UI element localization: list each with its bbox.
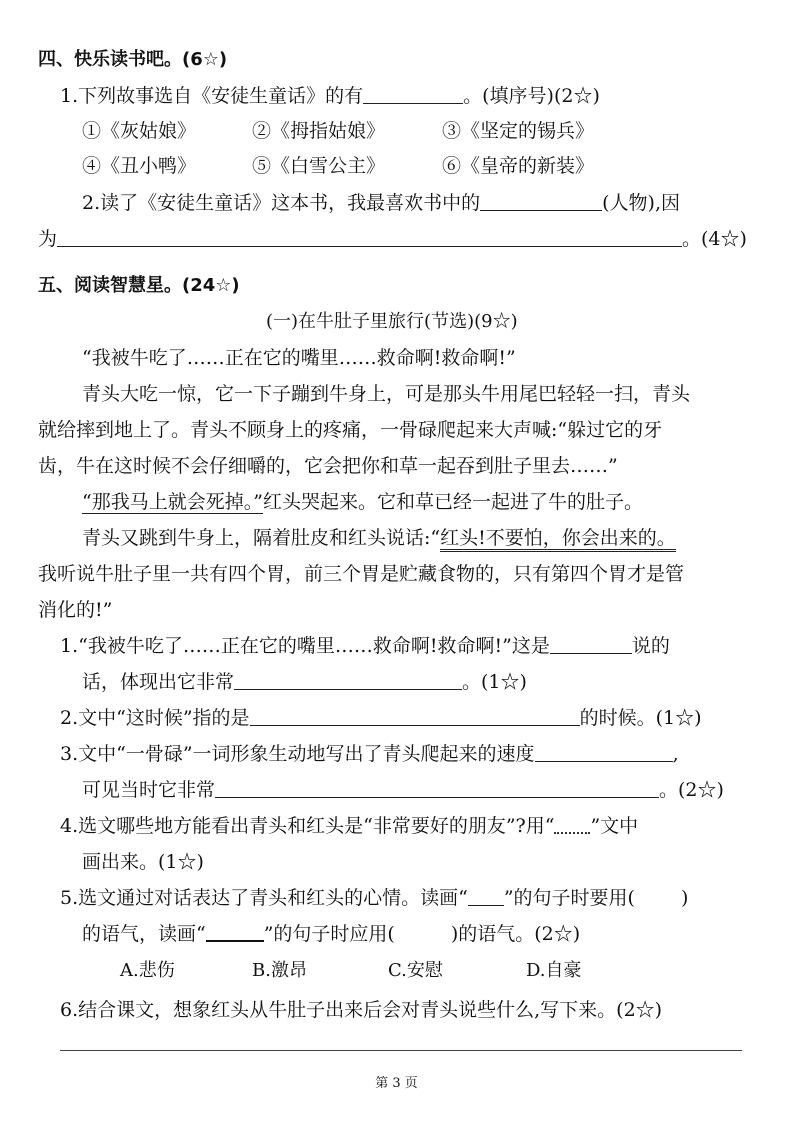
underlined-sentence: “那我马上就会死掉。” bbox=[82, 491, 263, 513]
wavy-line-mark bbox=[554, 812, 590, 834]
passage-p2-line1: 青头大吃一惊，它一下子蹦到牛身上，可是那头牛用尾巴轻轻一扫，青头 bbox=[82, 383, 691, 405]
q-text: 5.选文通过对话表达了青头和红头的心情。读画“ bbox=[60, 887, 468, 909]
passage-text: 红头哭起来。它和草已经一起进了牛的肚子。 bbox=[262, 491, 643, 513]
s4-question-2-cont bbox=[38, 225, 747, 253]
s5-question-6: 6.结合课文，想象红头从牛肚子出来后会对青头说些什么,写下来。(2☆) bbox=[60, 999, 663, 1021]
s5-question-1-cont bbox=[82, 668, 527, 696]
choice-a: A.悲伤 bbox=[120, 960, 175, 981]
s5-question-5-cont bbox=[82, 920, 580, 948]
option-1: ①《灰姑娘》 bbox=[82, 120, 197, 142]
answer-blank[interactable] bbox=[215, 777, 659, 798]
footer-divider bbox=[60, 1050, 742, 1051]
passage-text: 青头又跳到牛身上，隔着肚皮和红头说话:“ bbox=[82, 527, 441, 549]
q-mid: (人物),因 bbox=[602, 192, 681, 214]
option-6: ⑥《皇帝的新装》 bbox=[442, 155, 595, 177]
double-underlined-sentence: 红头!不要怕，你会出来的。 bbox=[440, 527, 676, 552]
s5-question-2 bbox=[60, 704, 701, 732]
answer-blank[interactable] bbox=[363, 83, 463, 104]
passage-p4-line2: 我听说牛肚子里一共有四个胃，前三个胃是贮藏食物的，只有第四个胃才是管 bbox=[38, 563, 685, 585]
answer-paren[interactable] bbox=[635, 886, 681, 906]
q-tail: 。(填序号)(2☆) bbox=[463, 85, 600, 107]
option-2: ②《拇指姑娘》 bbox=[252, 120, 386, 142]
s5-question-3 bbox=[60, 740, 679, 768]
s5-question-4 bbox=[60, 812, 638, 840]
passage-p4-line1 bbox=[82, 524, 676, 552]
s4-question-1 bbox=[60, 82, 600, 110]
answer-blank[interactable] bbox=[57, 226, 682, 247]
s5-question-1 bbox=[60, 632, 670, 660]
answer-blank[interactable] bbox=[250, 705, 580, 726]
q-mid: ”的句子时应用( bbox=[263, 923, 395, 945]
passage-p3 bbox=[82, 488, 643, 516]
passage-p4-line3: 消化的!” bbox=[38, 599, 113, 621]
option-4: ④《丑小鸭》 bbox=[82, 155, 197, 177]
answer-blank[interactable] bbox=[535, 741, 673, 762]
q-tail: 说的 bbox=[631, 635, 670, 657]
q-tail: 。(1☆) bbox=[462, 671, 527, 693]
page-number: 第 3 页 bbox=[375, 1076, 418, 1091]
option-5: ⑤《白雪公主》 bbox=[252, 155, 386, 177]
q-tail: 。(4☆) bbox=[682, 228, 747, 250]
option-3: ③《坚定的锡兵》 bbox=[442, 120, 595, 142]
thick-line-mark bbox=[206, 920, 264, 942]
q-text: 1.下列故事选自《安徒生童话》的有 bbox=[60, 85, 364, 107]
section-5-title: 五、阅读智慧星。(24☆) bbox=[38, 275, 240, 296]
choice-c: C.安慰 bbox=[388, 960, 443, 981]
q-end: ) bbox=[680, 887, 689, 909]
q-mid: ”的句子时要用( bbox=[503, 887, 635, 909]
q-text: 3.文中“一骨碌”一词形象生动地写出了青头爬起来的速度 bbox=[60, 743, 535, 765]
answer-paren[interactable] bbox=[395, 922, 451, 942]
q-tail: ”文中 bbox=[590, 815, 639, 837]
straight-line-mark bbox=[468, 885, 504, 906]
q-end: )的语气。(2☆) bbox=[450, 923, 581, 945]
passage-p1: “我被牛吃了……正在它的嘴里……救命啊!救命啊!” bbox=[82, 347, 516, 369]
answer-blank[interactable] bbox=[480, 190, 602, 211]
q-wei: 为 bbox=[38, 228, 58, 250]
s5-question-3-cont bbox=[82, 776, 724, 804]
q-text: 的语气，读画“ bbox=[82, 923, 206, 945]
q-text: 4.选文哪些地方能看出青头和红头是“非常要好的朋友”?用“ bbox=[60, 815, 555, 837]
answer-blank[interactable] bbox=[234, 669, 462, 690]
q-text: 话，体现出它非常 bbox=[82, 671, 235, 693]
passage-p2-line3: 齿，牛在这时候不会仔细嚼的，它会把你和草一起吞到肚子里去……” bbox=[38, 455, 618, 477]
q-text: 可见当时它非常 bbox=[82, 779, 216, 801]
answer-blank[interactable] bbox=[550, 633, 632, 654]
passage-p2-line2: 就给摔到地上了。青头不顾身上的疼痛，一骨碌爬起来大声喊:“躲过它的牙 bbox=[38, 419, 663, 441]
q-tail: 。(2☆) bbox=[659, 779, 724, 801]
choice-b: B.激昂 bbox=[252, 960, 307, 981]
s5-question-4-cont: 画出来。(1☆) bbox=[82, 851, 204, 873]
passage-title: (一)在牛肚子里旅行(节选)(9☆) bbox=[266, 311, 518, 332]
q-text: 1.“我被牛吃了……正在它的嘴里……救命啊!救命啊!”这是 bbox=[60, 635, 550, 657]
s4-question-2 bbox=[82, 189, 680, 217]
s5-question-5 bbox=[60, 884, 688, 912]
q-tail: 的时候。(1☆) bbox=[579, 707, 702, 729]
q-tail: , bbox=[672, 743, 679, 765]
choice-d: D.自豪 bbox=[526, 960, 582, 981]
q-text: 2.文中“这时候”指的是 bbox=[60, 707, 250, 729]
section-4-title: 四、快乐读书吧。(6☆) bbox=[38, 49, 228, 70]
q-text: 2.读了《安徒生童话》这本书，我最喜欢书中的 bbox=[82, 192, 481, 214]
